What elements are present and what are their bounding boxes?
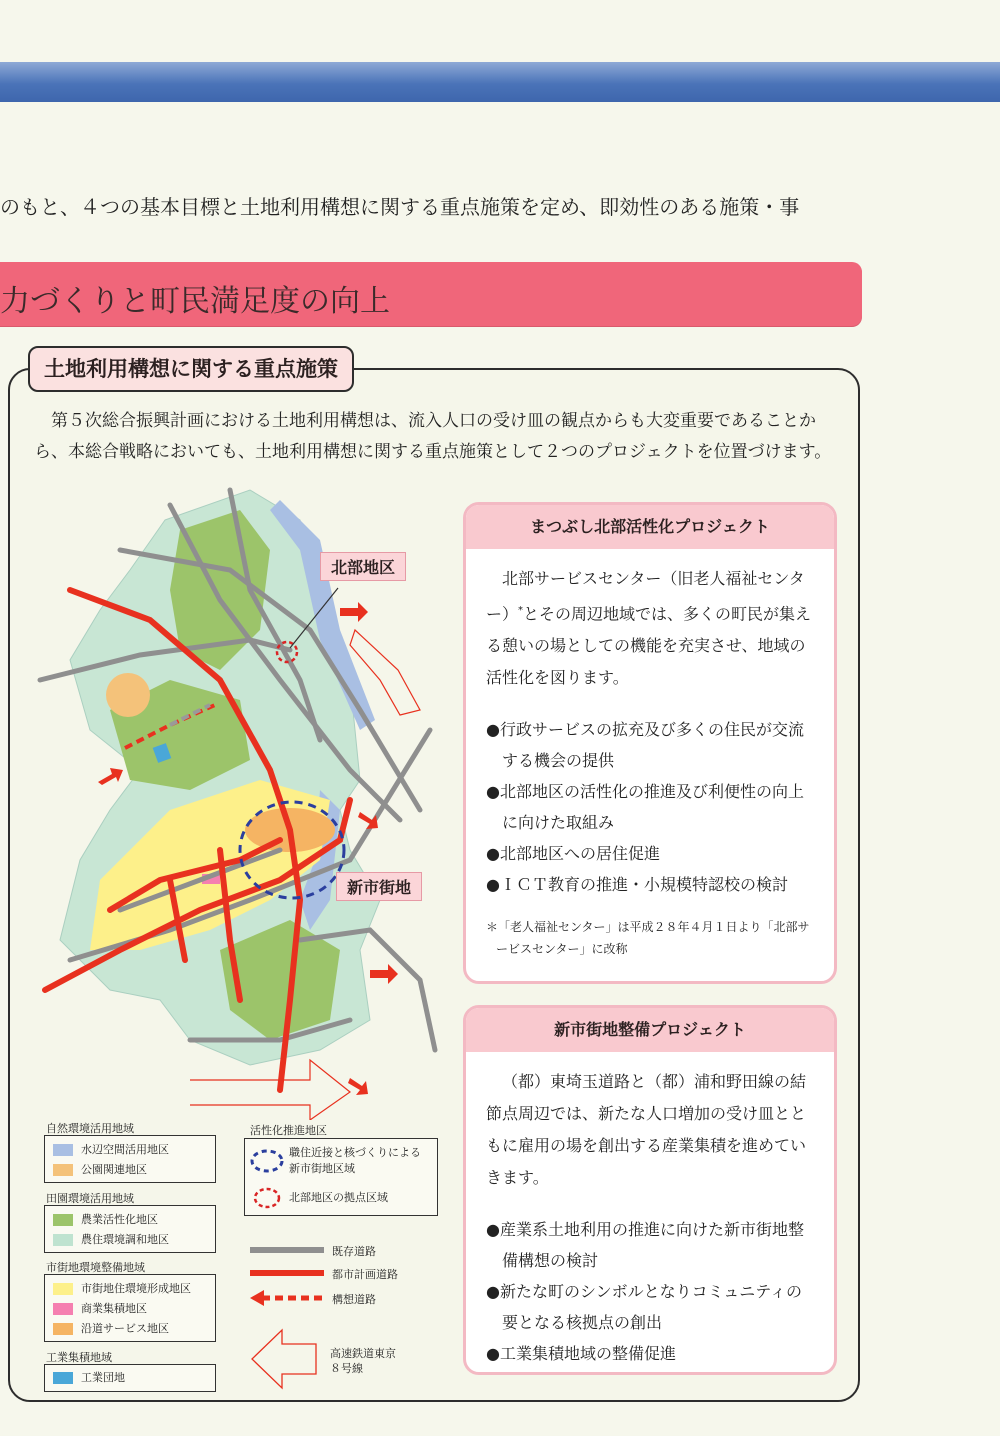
legend-item	[53, 1161, 147, 1179]
legend-item-label: 市街地住環境形成地区	[81, 1282, 191, 1295]
project2-body	[466, 1052, 834, 1369]
map-park-circle	[106, 673, 150, 717]
legend-natural-box	[44, 1135, 216, 1183]
legend-activation-box	[244, 1138, 438, 1216]
list-item: ● 北部地区の活性化の推進及び利便性の向上に向けた取組み	[486, 776, 816, 838]
project1-body	[466, 549, 834, 960]
map-label-north: 北部地区	[320, 552, 406, 581]
legend-item-label: 水辺空間活用地区	[81, 1143, 169, 1156]
legend-rail-arrow	[252, 1330, 316, 1388]
project1-note: ＊「老人福祉センター」は平成２８年４月１日より「北部サービスセンター」に改称	[486, 920, 810, 957]
intro-text: のもと、４つの基本目標と土地利用構想に関する重点施策を定め、即効性のある施策・事	[0, 195, 800, 219]
legend-industrial-title: 工業集積地域	[46, 1351, 112, 1364]
list-item: ● 工業集積地域の整備促進	[486, 1338, 816, 1369]
legend-item-label: 工業団地	[81, 1371, 125, 1384]
legend-item	[53, 1320, 169, 1338]
map-rail-arrow-bottom	[190, 1060, 350, 1120]
legend-item	[53, 1300, 147, 1318]
section-banner	[0, 262, 862, 326]
legend-circles-svg	[249, 1143, 289, 1213]
legend-item	[53, 1141, 169, 1159]
swatch-water	[53, 1144, 73, 1156]
legend-red-circle	[255, 1189, 279, 1207]
swatch-industrial	[53, 1372, 73, 1384]
legend-planned-road: 都市計画道路	[332, 1268, 398, 1281]
list-item: ● 北部地区への居住促進	[486, 838, 816, 869]
legend-activation-item2: 北部地区の拠点区域	[289, 1191, 388, 1204]
legend-item-label: 農住環境調和地区	[81, 1233, 169, 1246]
project2-bullets	[486, 1214, 816, 1369]
legend-concept-road: 構想道路	[332, 1293, 376, 1306]
banner-title: 力づくりと町民満足度の向上	[0, 284, 390, 319]
legend-item	[53, 1211, 158, 1229]
legend-item	[53, 1280, 191, 1298]
project1-desc-mark: *	[518, 605, 524, 616]
legend-item	[53, 1231, 169, 1249]
legend-rail: 高速鉄道東京８号線	[330, 1347, 396, 1375]
legend-urban-box	[44, 1274, 216, 1342]
list-item: ● 行政サービスの拡充及び多くの住民が交流する機会の提供	[486, 714, 816, 776]
legend-concept-arrowhead	[250, 1290, 264, 1306]
legend-natural-title: 自然環境活用地域	[46, 1122, 134, 1135]
legend-item-label: 商業集積地区	[81, 1302, 147, 1315]
legend-activation-title: 活性化推進地区	[250, 1124, 327, 1137]
legend-blue-circle	[252, 1151, 282, 1171]
legend-item	[53, 1369, 125, 1387]
legend-rural-title: 田園環境活用地域	[46, 1192, 134, 1205]
project1-desc-a: 北部サービスセンター（旧老人福祉センター）	[486, 569, 805, 624]
legend-item-label: 公園関連地区	[81, 1163, 147, 1176]
legend-urban-title: 市街地環境整備地域	[46, 1261, 145, 1274]
legend-roads-svg	[248, 1240, 328, 1310]
section-body	[34, 406, 834, 468]
list-item: ● 産業系土地利用の推進に向けた新市街地整備構想の検討	[486, 1214, 816, 1276]
project1-title: まつぶし北部活性化プロジェクト	[466, 505, 834, 549]
legend-existing-road: 既存道路	[332, 1245, 376, 1258]
legend-item-label: 沿道サービス地区	[81, 1322, 169, 1335]
map-label-newtown: 新市街地	[336, 872, 422, 901]
project1-desc	[486, 563, 816, 694]
legend-activation-item1: 職住近接と核づくりによる新市街地区域	[289, 1146, 421, 1175]
project2-desc: （都）東埼玉道路と（都）浦和野田線の結節点周辺では、新たな人口増加の受け皿とともに雇用の場を創出する産業集積を進めていきます。	[486, 1072, 807, 1187]
swatch-roadside	[53, 1323, 73, 1335]
swatch-park	[53, 1164, 73, 1176]
project1-bullets	[486, 714, 816, 900]
swatch-agri	[53, 1214, 73, 1226]
project2-card	[463, 1005, 837, 1375]
project2-title: 新市街地整備プロジェクト	[466, 1008, 834, 1052]
legend-rural-box	[44, 1205, 216, 1253]
legend-rail-arrow-svg	[250, 1326, 320, 1392]
legend-item-label: 農業活性化地区	[81, 1213, 158, 1226]
list-item: ● 新たな町のシンボルとなりコミュニティの要となる核拠点の創出	[486, 1276, 816, 1338]
swatch-commercial	[53, 1303, 73, 1315]
list-item: ● ＩＣＴ教育の推進・小規模特認校の検討	[486, 869, 816, 900]
swatch-urban-res	[53, 1283, 73, 1295]
legend-industrial-box	[44, 1364, 216, 1392]
land-use-map	[20, 480, 460, 1120]
section-title: 土地利用構想に関する重点施策	[28, 346, 354, 392]
project1-desc-b: とその周辺地域では、多くの町民が集える憩いの場としての機能を充実させ、地域の活性化を図ります。	[486, 604, 812, 688]
project1-card	[463, 502, 837, 984]
top-blue-band	[0, 62, 1000, 102]
section-body-text: 第５次総合振興計画における土地利用構想は、流入人口の受け皿の観点からも大変重要であることから、本総合戦略においても、土地利用構想に関する重点施策として２つのプロジェクトを位置づけます。	[34, 411, 832, 462]
faint-heading	[478, 140, 878, 170]
swatch-rural-res	[53, 1234, 73, 1246]
